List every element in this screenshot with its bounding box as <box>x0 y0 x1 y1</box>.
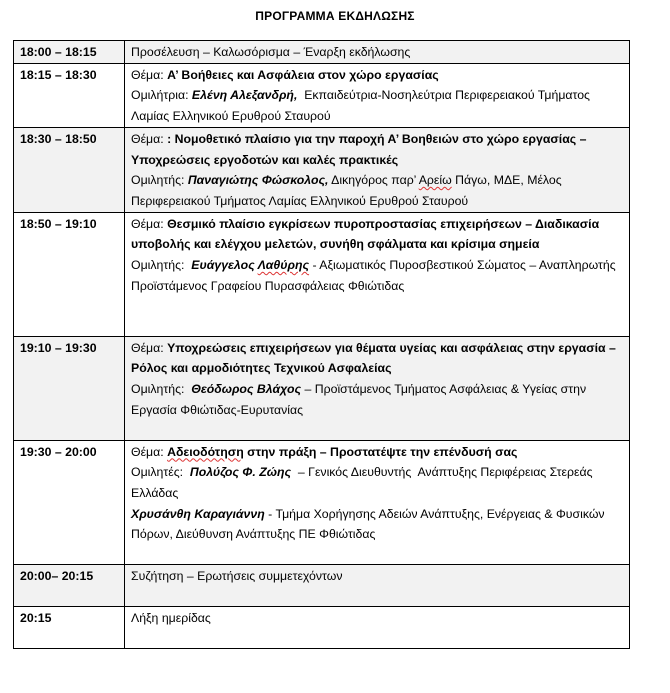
speaker-label: Ομιλητής: <box>131 382 192 397</box>
activity-cell: Λήξη ημερίδας <box>125 606 630 648</box>
spellcheck-flagged-word: Αρείω <box>418 173 452 188</box>
schedule-row <box>14 564 630 606</box>
speaker-name: Ελένη Αλεξανδρή, <box>191 88 298 103</box>
time-cell: 18:15 – 18:30 <box>14 63 125 127</box>
speaker-line <box>131 170 623 211</box>
time-cell: 18:00 – 18:15 <box>14 41 125 64</box>
topic-flagged-word: Αδειοδότηση <box>167 444 244 459</box>
activity-cell <box>125 336 630 440</box>
speaker-role: Εκπαιδεύτρια-Νοσηλεύτρια Περιφερειακού Τμήματος Λαμίας Ελληνικού Ερυθρού Σταυρού <box>131 88 593 124</box>
event-schedule-table <box>13 40 630 649</box>
activity-cell: Προσέλευση – Καλωσόρισμα – Έναρξη εκδήλωσης <box>125 41 630 64</box>
speaker-line <box>131 85 623 126</box>
speaker-role: – Προϊστάμενος Τμήματος Ασφάλειας & Υγείας στην Εργασία Φθιώτιδας-Ευρυτανίας <box>131 382 590 417</box>
speaker-role: - Τμήμα Χορήγησης Αδειών Ανάπτυξης, Ενέργειας & Φυσικών Πόρων, Διεύθυνση Ανάπτυξης ΠΕ Φθιώτιδας <box>131 506 605 542</box>
speaker-role: - Αξιωματικός Πυροσβεστικού Σώματος – Αναπληρωτής Προϊστάμενος Γραφείου Πυρασφάλειας Φθιώτιδας <box>131 258 620 293</box>
topic-label: Θέμα: <box>131 340 168 355</box>
speaker-name: Θεόδωρος Βλάχος <box>191 382 302 397</box>
speaker-label: Ομιλήτρια: <box>131 88 192 103</box>
speaker-line <box>131 504 623 545</box>
speaker-role: – Γενικός Διευθυντής Ανάπτυξης Περιφέρειας Στερεάς Ελλάδας <box>131 465 596 501</box>
topic-title: Α’ Βοήθειες και Ασφάλεια στον χώρο εργασίας <box>167 67 439 82</box>
time-cell: 19:30 – 20:00 <box>14 440 125 564</box>
activity-cell <box>125 63 630 127</box>
schedule-row <box>14 606 630 648</box>
topic-title: Υποχρεώσεις επιχειρήσεων για θέματα υγείας και ασφάλειας στην εργασία – Ρόλος και αρμοδιότητες Τεχνικού Ασφαλείας <box>131 340 616 376</box>
speaker-label: Ομιλητές: <box>131 465 190 480</box>
speaker-line <box>131 379 623 420</box>
speaker-line <box>131 255 623 296</box>
speaker-label: Ομιλητής: <box>131 173 188 188</box>
speaker-name: Ευάγγελος <box>191 258 258 273</box>
schedule-row <box>14 41 630 64</box>
speaker-name: Παναγιώτης Φώσκολος, <box>187 173 329 188</box>
topic-label: Θέμα: <box>131 216 168 231</box>
speaker-role: Πάγω, ΜΔΕ, Μέλος Περιφερειακού Τμήματος Λαμίας Ελληνικού Ερυθρού Σταυρού <box>131 173 562 208</box>
schedule-row <box>14 127 630 212</box>
topic-label: Θέμα: <box>131 67 168 82</box>
time-cell: 20:00– 20:15 <box>14 564 125 606</box>
speaker-role: Δικηγόρος παρ’ <box>328 173 419 188</box>
activity-cell <box>125 440 630 564</box>
speaker-name: Χρυσάνθη Καραγιάννη <box>131 506 265 521</box>
time-cell: 19:10 – 19:30 <box>14 336 125 440</box>
time-cell: 20:15 <box>14 606 125 648</box>
speaker-line <box>131 462 623 503</box>
topic-title: : Νομοθετικό πλαίσιο για την παροχή Α’ Βοηθειών στο χώρο εργασίας – Υποχρεώσεις εργοδοτών και καλές πρακτικές <box>131 131 587 167</box>
speaker-surname-flagged: Λαθύρης <box>257 258 310 273</box>
topic-label: Θέμα: <box>131 444 168 459</box>
time-cell: 18:50 – 19:10 <box>14 212 125 336</box>
activity-cell <box>125 127 630 212</box>
speaker-label: Ομιλητής: <box>131 258 192 273</box>
topic-label: Θέμα: <box>131 131 168 146</box>
topic-title: Θεσμικό πλαίσιο εγκρίσεων πυροπροστασίας επιχειρήσεων – Διαδικασία υποβολής και ελέγχου μελετών, συνήθη σφάλματα και κρίσιμα σημεία <box>131 216 600 252</box>
schedule-row <box>14 63 630 127</box>
speaker-name: Πολύζος Φ. Ζώης <box>189 465 292 480</box>
activity-cell <box>125 212 630 336</box>
schedule-row <box>14 440 630 564</box>
document-title: ΠΡΟΓΡΑΜΜΑ ΕΚΔΗΛΩΣΗΣ <box>255 9 415 23</box>
time-cell: 18:30 – 18:50 <box>14 127 125 212</box>
topic-title: στην πράξη – Προστατέψτε την επένδυσή σας <box>243 444 518 459</box>
schedule-row <box>14 336 630 440</box>
schedule-row <box>14 212 630 336</box>
activity-cell: Συζήτηση – Ερωτήσεις συμμετεχόντων <box>125 564 630 606</box>
